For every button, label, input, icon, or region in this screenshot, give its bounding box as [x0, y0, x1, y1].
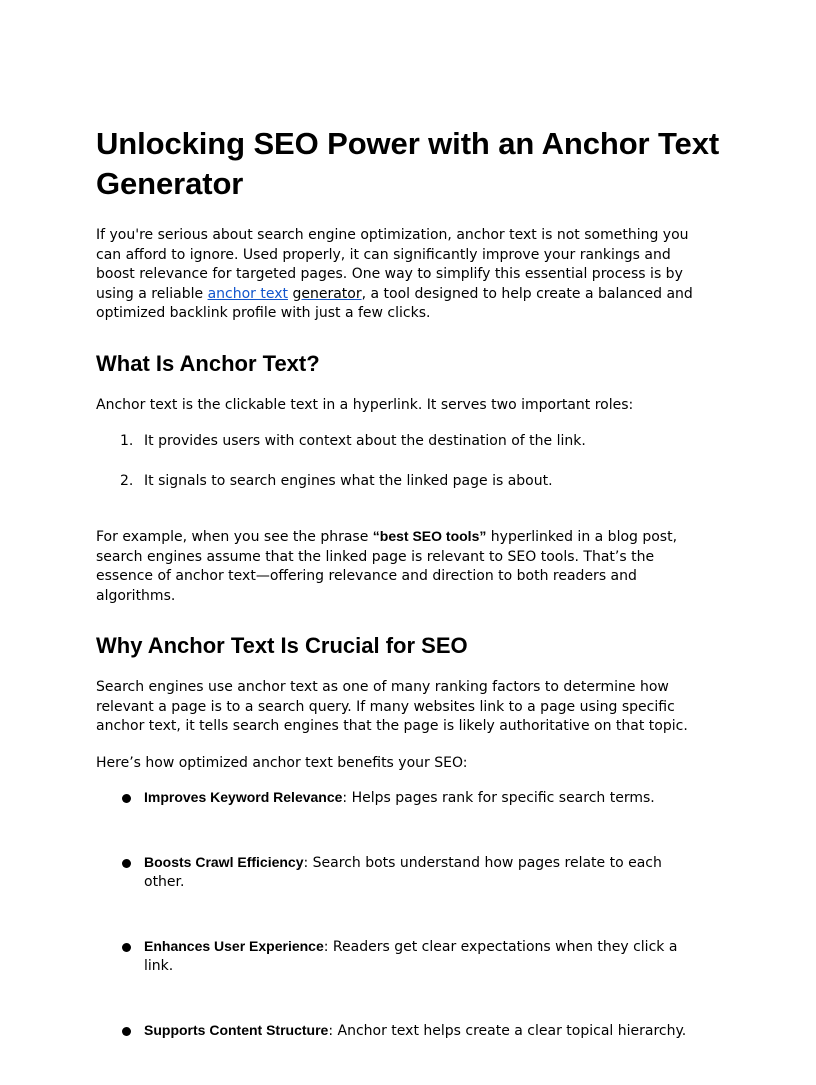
list-item — [96, 432, 720, 452]
benefit-description: : Helps pages rank for specific search terms. — [342, 790, 655, 806]
document-page — [96, 124, 720, 1085]
example-text-before: For example, when you see the phrase — [96, 529, 373, 545]
anchor-text-link[interactable]: anchor text — [207, 285, 288, 302]
section-heading-why-anchor-text-crucial: Why Anchor Text Is Crucial for SEO — [96, 633, 468, 658]
intro-text-before-link: If you're serious about search engine optimization, anchor text is not something you can afford to ignore. Used properly, it can significantly improve your rankings and boost relevance for targeted pages. One way to simplify this essential process is by using a reliable — [96, 227, 689, 302]
intro-text-after-link: , a tool designed to help create a balanced and optimized backlink profile with just a few clicks. — [96, 285, 693, 321]
list-item — [96, 937, 694, 977]
section-heading-what-is-anchor-text: What Is Anchor Text? — [96, 350, 320, 376]
benefits-list — [96, 788, 720, 1041]
benefit-term: Supports Content Structure — [144, 1021, 329, 1038]
example-bold-phrase: “best SEO tools” — [372, 528, 487, 544]
ranking-factors-paragraph: Search engines use anchor text as one of many ranking factors to determine how relevant a page is to a search query. If many websites link to a page using specific anchor text, it tells search engines that the page is likely authoritative on that topic. — [96, 679, 688, 734]
intro-paragraph — [96, 226, 708, 324]
benefit-term: Enhances User Experience — [144, 937, 324, 954]
list-item — [96, 788, 694, 809]
example-paragraph — [96, 527, 696, 606]
example-text-after: hyperlinked in a blog post, search engines assume that the linked page is relevant to SEO tools. That’s the essence of anchor text—offering relevance and direction to both readers and algorithms. — [96, 529, 678, 604]
list-item-text: It provides users with context about the destination of the link. — [144, 433, 586, 449]
bullet-icon — [122, 943, 131, 952]
benefit-description: : Readers get clear expectations when they click a link. — [144, 938, 678, 974]
page-title: Unlocking SEO Power with an Anchor Text Generator — [96, 126, 720, 201]
anchor-definition-paragraph: Anchor text is the clickable text in a hyperlink. It serves two important roles: — [96, 396, 634, 413]
benefits-lead-paragraph: Here’s how optimized anchor text benefits your SEO: — [96, 754, 468, 771]
list-item — [96, 1021, 694, 1042]
list-item — [96, 853, 694, 893]
benefit-description: : Search bots understand how pages relate to each other. — [144, 854, 662, 890]
bullet-icon — [122, 794, 131, 803]
bullet-icon — [122, 859, 131, 868]
list-item-text: It signals to search engines what the linked page is about. — [144, 472, 553, 489]
generator-link-text[interactable]: generator — [292, 285, 362, 302]
list-number: 1. — [120, 433, 134, 449]
benefit-term: Improves Keyword Relevance — [144, 789, 343, 805]
roles-list — [96, 432, 720, 491]
benefit-term: Boosts Crawl Efficiency — [144, 853, 304, 870]
list-item — [96, 472, 720, 492]
list-number: 2. — [120, 472, 134, 489]
benefit-description: : Anchor text helps create a clear topical hierarchy. — [328, 1022, 687, 1039]
bullet-icon — [122, 1027, 131, 1036]
